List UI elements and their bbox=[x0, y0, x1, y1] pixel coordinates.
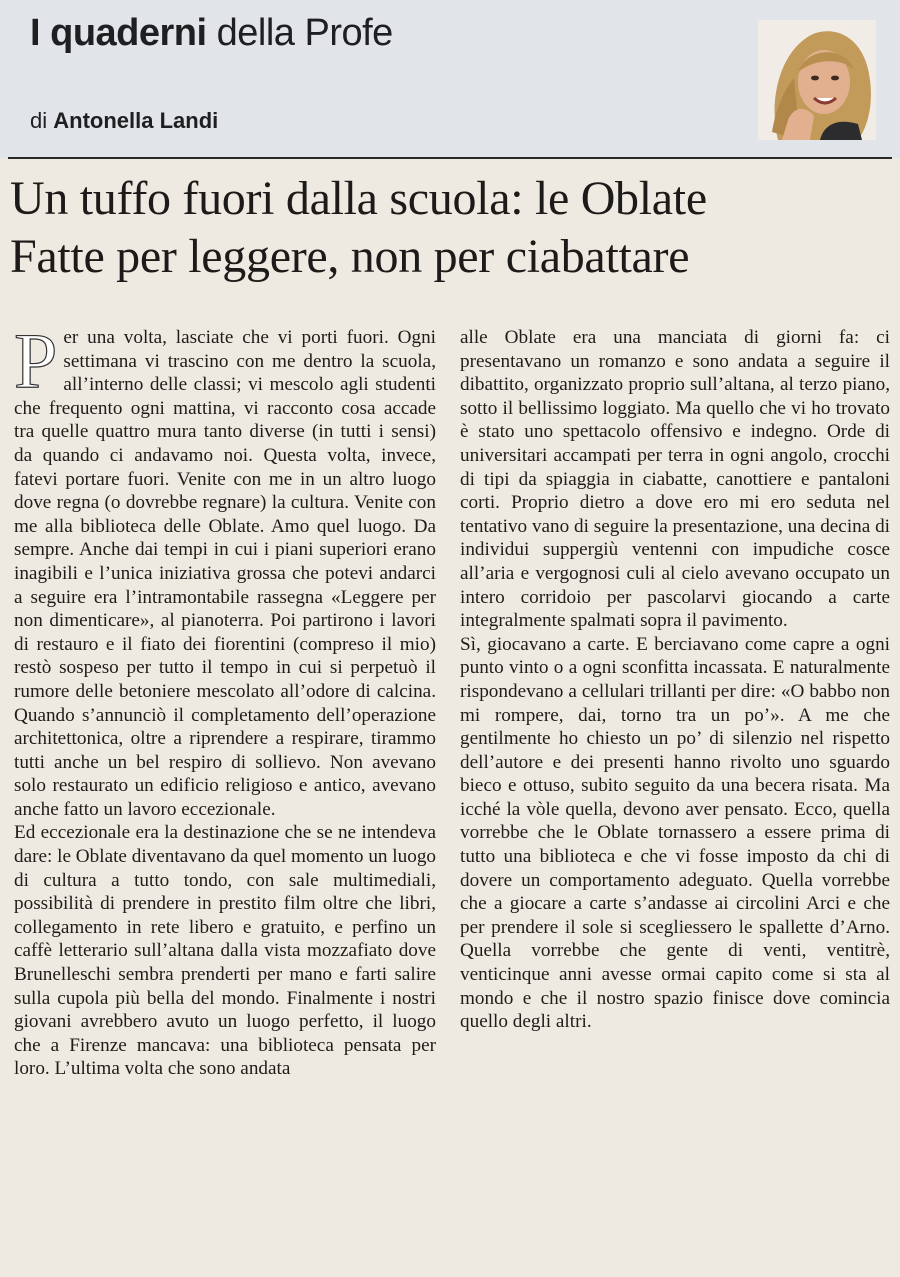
article-column-right bbox=[460, 326, 890, 1034]
paragraph-1 bbox=[14, 317, 436, 821]
paragraph-1-text: er una volta, lasciate che vi porti fuori. Ogni settimana vi trascino con me dentro la scuola, all’interno delle classi; vi mescolo agli studenti che frequento ogni mattina, vi racconto cosa accade tra quelle quattro mura tanto diverse (in tutti i sensi) da quando ci andavamo noi. Questa volta, invece, fatevi portare fuori. Venite con me in un altro luogo dove regna (o dovrebbe regnare) la cultura. Venite con me alla biblioteca delle Oblate. Amo quel luogo. Da sempre. Anche dai tempi in cui i piani superiori erano inagibili e l’unica iniziativa grossa che potevi andarci a seguire era l’intramontabile rassegna «Leggere per non dimenticare», al pianoterra. Poi partirono i lavori di restauro e il fiato dei fiorentini (compreso il mio) restò sospeso per tutto il tempo in cui si perpetuò il rumore delle betoniere mescolato all’odore di calcina. Quando s’annunciò il completamento dell’operazione architettonica, oltre a riprendere a respirare, tirammo tutti anche un bel respiro di sollievo. Non avevano solo restaurato un edificio religioso e antico, avevano anche fatto un lavoro eccezionale. bbox=[14, 327, 436, 820]
article-headline bbox=[10, 170, 890, 286]
portrait-illustration bbox=[758, 20, 876, 140]
drop-cap: P bbox=[14, 317, 58, 404]
author-name: Antonella Landi bbox=[53, 108, 219, 133]
article-column-left bbox=[14, 317, 437, 1081]
byline-prefix: di bbox=[30, 108, 48, 133]
paragraph-4: Sì, giocavano a carte. E berciavano come capre a ogni punto vinto o a ogni sconfitta incassata. E naturalmente rispondevano a cellulari trillanti per dire: «O babbo non mi rompere, dai, torno tra un po’». A me che gentilmente ho chiesto un po’ di silenzio nel rispetto dell’autore e dei presenti hanno rivolto uno sguardo bieco e ottuso, subito seguito da una becera risata. Ma icché la vòle quella, devono aver pensato. Ecco, quella vorrebbe che le Oblate tornassero a essere prima di tutto una biblioteca e che vi fosse imposto da chi di dovere un comportamento adeguato. Quella vorrebbe che a giocare a carte s’andasse ai circolini Arci e che per prendere il sole si scegliessero le spallette d’Arno. Quella vorrebbe che gente di venti, ventitrè, venticinque anni avesse ormai capito come si sta al mondo e che il nostro spazio finisce dove comincia quello degli altri. bbox=[460, 633, 890, 1033]
paragraph-2: Ed eccezionale era la destinazione che se ne intendeva dare: le Oblate diventavano da quel momento un luogo di cultura a tutto tondo, con sale multimediali, possibilità di prendere in prestito film oltre che libri, collegamento in rete libero e gratuito, e perfino un caffè letterario sull’altana dalla vista mozzafiato dove Brunelleschi sembra prenderti per mano e farti salire sulla cupola più bella del mondo. Finalmente i nostri giovani avrebbero avuto un luogo perfetto, il luogo che a Firenze mancava: una biblioteca pensata per loro. L’ultima volta che sono andata bbox=[14, 822, 437, 1080]
rubric-light: della Profe bbox=[216, 12, 393, 54]
column-header bbox=[0, 0, 900, 158]
author-portrait bbox=[758, 20, 876, 140]
headline-line-2: Fatte per leggere, non per ciabattare bbox=[10, 230, 690, 283]
byline bbox=[30, 108, 218, 134]
rubric-title bbox=[30, 12, 393, 55]
headline-line-1: Un tuffo fuori dalla scuola: le Oblate bbox=[10, 172, 707, 225]
rubric-bold: I quaderni bbox=[30, 12, 207, 54]
header-rule bbox=[8, 157, 892, 159]
paragraph-3: alle Oblate era una manciata di giorni fa: ci presentavano un romanzo e sono andata a seguire il dibattito, organizzato proprio sull’altana, al terzo piano, sotto il bellissimo loggiato. Ma quello che vi ho trovato è stato uno spettacolo offensivo e indegno. Orde di universitari accampati per terra in ogni angolo, crocchi di tipi da spiaggia in ciabatte, canottiere e pantaloni corti. Proprio dietro a dove ero mi ero seduta nel tentativo vano di seguire la presentazione, una decina di individui suppergiù ventenni con impudiche cosce all’aria e vergognosi culi al cielo avevano occupato un intero corridoio per pascolarvi giocando a carte integralmente spalmati sopra il pavimento. bbox=[460, 327, 890, 632]
